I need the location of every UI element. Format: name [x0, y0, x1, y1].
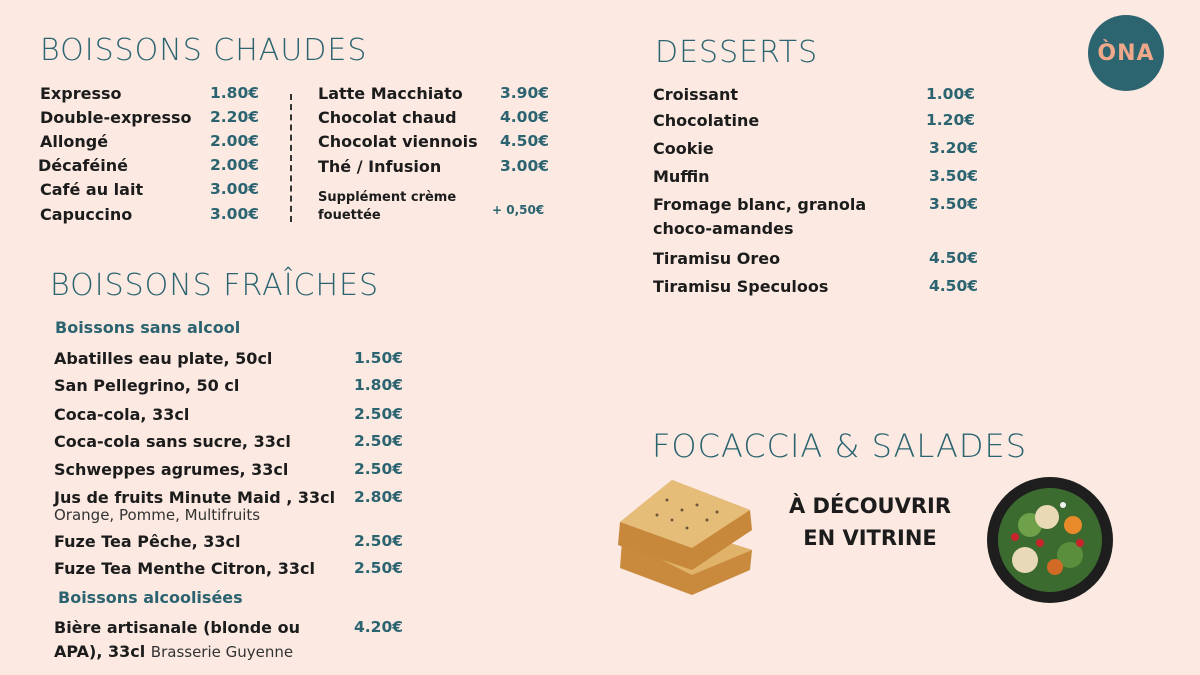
item-name: Fuze Tea Pêche, 33cl: [54, 532, 241, 551]
item-price: 2.50€: [354, 432, 404, 450]
item-price: 2.80€: [354, 488, 404, 506]
focaccia-title: FOCACCIA & SALADES: [652, 427, 1027, 465]
item-price: 1.50€: [354, 349, 404, 367]
item-price: 1.20€: [926, 111, 976, 129]
item-name: Bière artisanale (blonde ou: [54, 618, 300, 637]
item-price: 4.50€: [500, 132, 550, 150]
focaccia-image: [612, 470, 762, 605]
item-price: 1.00€: [926, 85, 976, 103]
item-price: 3.20€: [929, 139, 979, 157]
item-price: 2.00€: [210, 156, 260, 174]
item-name: Jus de fruits Minute Maid , 33cl: [54, 488, 336, 507]
item-name: Tiramisu Speculoos: [653, 277, 829, 296]
item-name: Coca-cola, 33cl: [54, 405, 190, 424]
supplement-line2: fouettée: [318, 208, 381, 223]
item-name: Décaféiné: [38, 156, 128, 175]
item-price: 4.00€: [500, 108, 550, 126]
item-name: Abatilles eau plate, 50cl: [54, 349, 273, 368]
item-name: Chocolat viennois: [318, 132, 478, 151]
item-name: Fuze Tea Menthe Citron, 33cl: [54, 559, 315, 578]
item-price: 2.50€: [354, 532, 404, 550]
item-name: Double-expresso: [40, 108, 192, 127]
column-divider: [290, 94, 292, 222]
item-name: Allongé: [40, 132, 109, 151]
item-price: 1.80€: [354, 376, 404, 394]
item-name: Cookie: [653, 139, 714, 158]
item-name: Croissant: [653, 85, 738, 104]
item-price: 4.50€: [929, 249, 979, 267]
salad-bowl-image: [985, 475, 1115, 605]
supplement-line1: Supplément crème: [318, 190, 457, 205]
alcohol-heading: Boissons alcoolisées: [58, 588, 243, 607]
item-name: Muffin: [653, 167, 710, 186]
hot-drinks-title: BOISSONS CHAUDES: [40, 33, 368, 68]
item-price: 2.20€: [210, 108, 260, 126]
item-price: 3.00€: [500, 157, 550, 175]
item-name: Latte Macchiato: [318, 84, 463, 103]
item-detail: Brasserie Guyenne: [150, 643, 294, 661]
desserts-title: DESSERTS: [655, 35, 819, 70]
item-price: 2.50€: [354, 559, 404, 577]
item-price: 3.90€: [500, 84, 550, 102]
vitrine-line1: À DÉCOUVRIR: [788, 494, 952, 518]
vitrine-line2: EN VITRINE: [803, 526, 937, 550]
item-price: 2.50€: [354, 460, 404, 478]
item-price: 3.50€: [929, 195, 979, 213]
item-detail: Orange, Pomme, Multifruits: [54, 506, 261, 524]
cold-drinks-title: BOISSONS FRAÎCHES: [50, 268, 380, 303]
item-name: Café au lait: [40, 180, 144, 199]
item-name: Expresso: [40, 84, 122, 103]
item-price: 2.00€: [210, 132, 260, 150]
item-price: 3.00€: [210, 180, 260, 198]
item-name: Fromage blanc, granola: [653, 195, 867, 214]
item-name-cont: [54, 642, 293, 661]
item-name: Coca-cola sans sucre, 33cl: [54, 432, 291, 451]
item-price: 1.80€: [210, 84, 260, 102]
item-name-line2: choco-amandes: [653, 219, 794, 238]
supplement-price: + 0,50€: [492, 203, 545, 217]
item-name: Chocolatine: [653, 111, 760, 130]
item-name: Capuccino: [40, 205, 133, 224]
item-name: Schweppes agrumes, 33cl: [54, 460, 289, 479]
ona-logo: [1088, 15, 1164, 91]
item-price: 4.50€: [929, 277, 979, 295]
item-price: 3.50€: [929, 167, 979, 185]
item-name: San Pellegrino, 50 cl: [54, 376, 240, 395]
vitrine-text: [770, 490, 970, 554]
item-name: Thé / Infusion: [318, 157, 442, 176]
item-price: 2.50€: [354, 405, 404, 423]
item-name: Chocolat chaud: [318, 108, 457, 127]
soft-drinks-heading: Boissons sans alcool: [55, 318, 241, 337]
item-price: 4.20€: [354, 618, 404, 636]
logo-text: ÒNA: [1097, 40, 1155, 66]
item-name-line2: APA), 33cl: [54, 642, 146, 661]
item-price: 3.00€: [210, 205, 260, 223]
item-name: Tiramisu Oreo: [653, 249, 781, 268]
